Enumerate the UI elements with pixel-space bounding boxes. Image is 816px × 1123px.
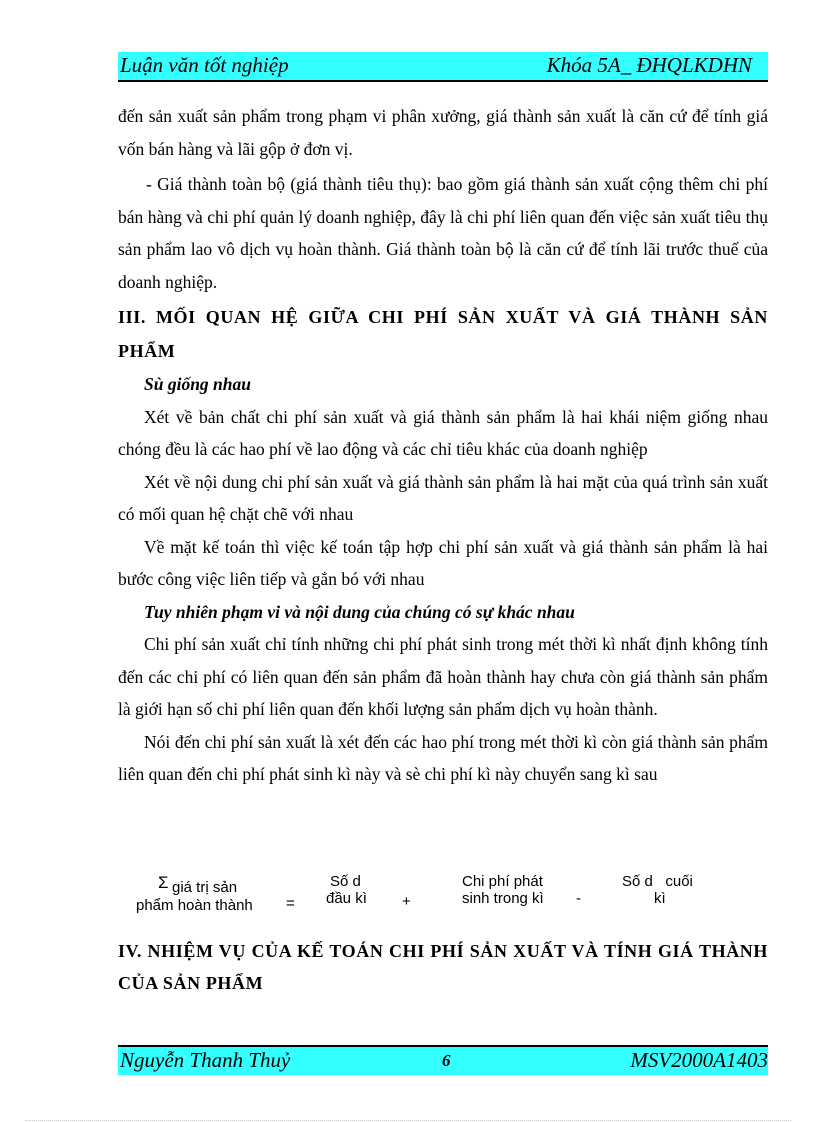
minus-sign: -	[576, 890, 581, 907]
paragraph: Về mặt kế toán thì việc kế toán tập hợp chi phí sản xuất và giá thành sản phẩm là hai bước công việc liên tiếp và gắn bó với nhau	[118, 536, 768, 589]
footer-student-id: MSV2000A1403	[630, 1048, 768, 1072]
bullet-paragraph: - Giá thành toàn bộ (giá thành tiêu thụ): bao gồm giá thành sản xuất cộng thêm chi phí bán hàng và chi phí quản lý doanh nghiệp, đây là chi phí liên quan đến việc sản xuất tiêu thụ sản phẩm lao vô dịch vụ hoàn thành. Giá thành toàn bộ là căn cứ để tính lãi trước thuế của doanh nghiệp.	[118, 174, 768, 292]
subheading-difference: Tuy nhiên phạm vi và nội dung của chúng có sự khác nhau	[144, 601, 575, 622]
sigma-symbol: Σ	[158, 873, 169, 892]
section-heading-iv: IV. NHIỆM VỤ CỦA KẾ TOÁN CHI PHÍ SẢN XUẤT VÀ TÍNH GIÁ THÀNH CỦA SẢN PHẨM	[118, 941, 768, 993]
formula-term-2b: đầu kì	[326, 890, 367, 907]
paragraph: đến sản xuất sản phẩm trong phạm vi phân xưởng, giá thành sản xuất là căn cứ để tính giá vốn bán hàng và lãi gộp ở đơn vị.	[118, 106, 768, 159]
formula-term-3a: Chi phí phát	[462, 873, 543, 890]
formula-term-1a: giá trị sản	[172, 879, 238, 896]
formula-term-4b: kì	[654, 890, 666, 907]
subheading-similarity: Sù giống nhau	[144, 374, 252, 394]
equals-sign: =	[286, 895, 295, 912]
page-bottom-border	[25, 1120, 791, 1121]
paragraph: Chi phí sản xuất chỉ tính những chi phí phát sinh trong mét thời kì nhất định không tính đến các chi phí có liên quan đến sản phẩm đã hoàn thành hay chưa còn giá thành sản phẩm là giới hạn số chi phí liên quan đến khối lượng sản phẩm dịch vụ hoàn thành.	[118, 634, 768, 719]
header-class: Khóa 5A_ ĐHQLKDHN	[546, 53, 752, 77]
document-body	[118, 100, 768, 791]
footer-author: Nguyễn Thanh Thuỷ	[120, 1048, 291, 1072]
paragraph: Xét về nội dung chi phí sản xuất và giá thành sản phẩm là hai mặt của quá trình sản xuất có mối quan hệ chặt chẽ với nhau	[118, 471, 768, 524]
plus-sign: +	[402, 893, 411, 910]
paragraph: Nói đến chi phí sản xuất là xét đến các hao phí trong mét thời kì còn giá thành sản phẩm liên quan đến chi phí phát sinh kì này và sè chi phí kì này chuyển sang kì sau	[118, 731, 768, 784]
header-title: Luận văn tốt nghiệp	[120, 53, 289, 77]
paragraph: Xét về bản chất chi phí sản xuất và giá thành sản phẩm là hai khái niệm giống nhau chóng đều là các hao phí về lao động và các chỉ tiêu khác của doanh nghiệp	[118, 406, 768, 459]
formula-term-2a: Số d	[330, 873, 361, 890]
page-header	[118, 52, 768, 82]
formula-term-3b: sinh trong kì	[462, 890, 544, 907]
page-footer	[118, 1045, 768, 1075]
section-heading-iii: III. MỐI QUAN HỆ GIỮA CHI PHÍ SẢN XUẤT VÀ GIÁ THÀNH SẢN PHẨM	[118, 307, 768, 361]
cost-formula	[136, 870, 736, 920]
formula-term-4a: Số d cuối	[622, 873, 693, 890]
page-number: 6	[442, 1051, 451, 1070]
formula-term-1b: phẩm hoàn thành	[136, 897, 253, 914]
